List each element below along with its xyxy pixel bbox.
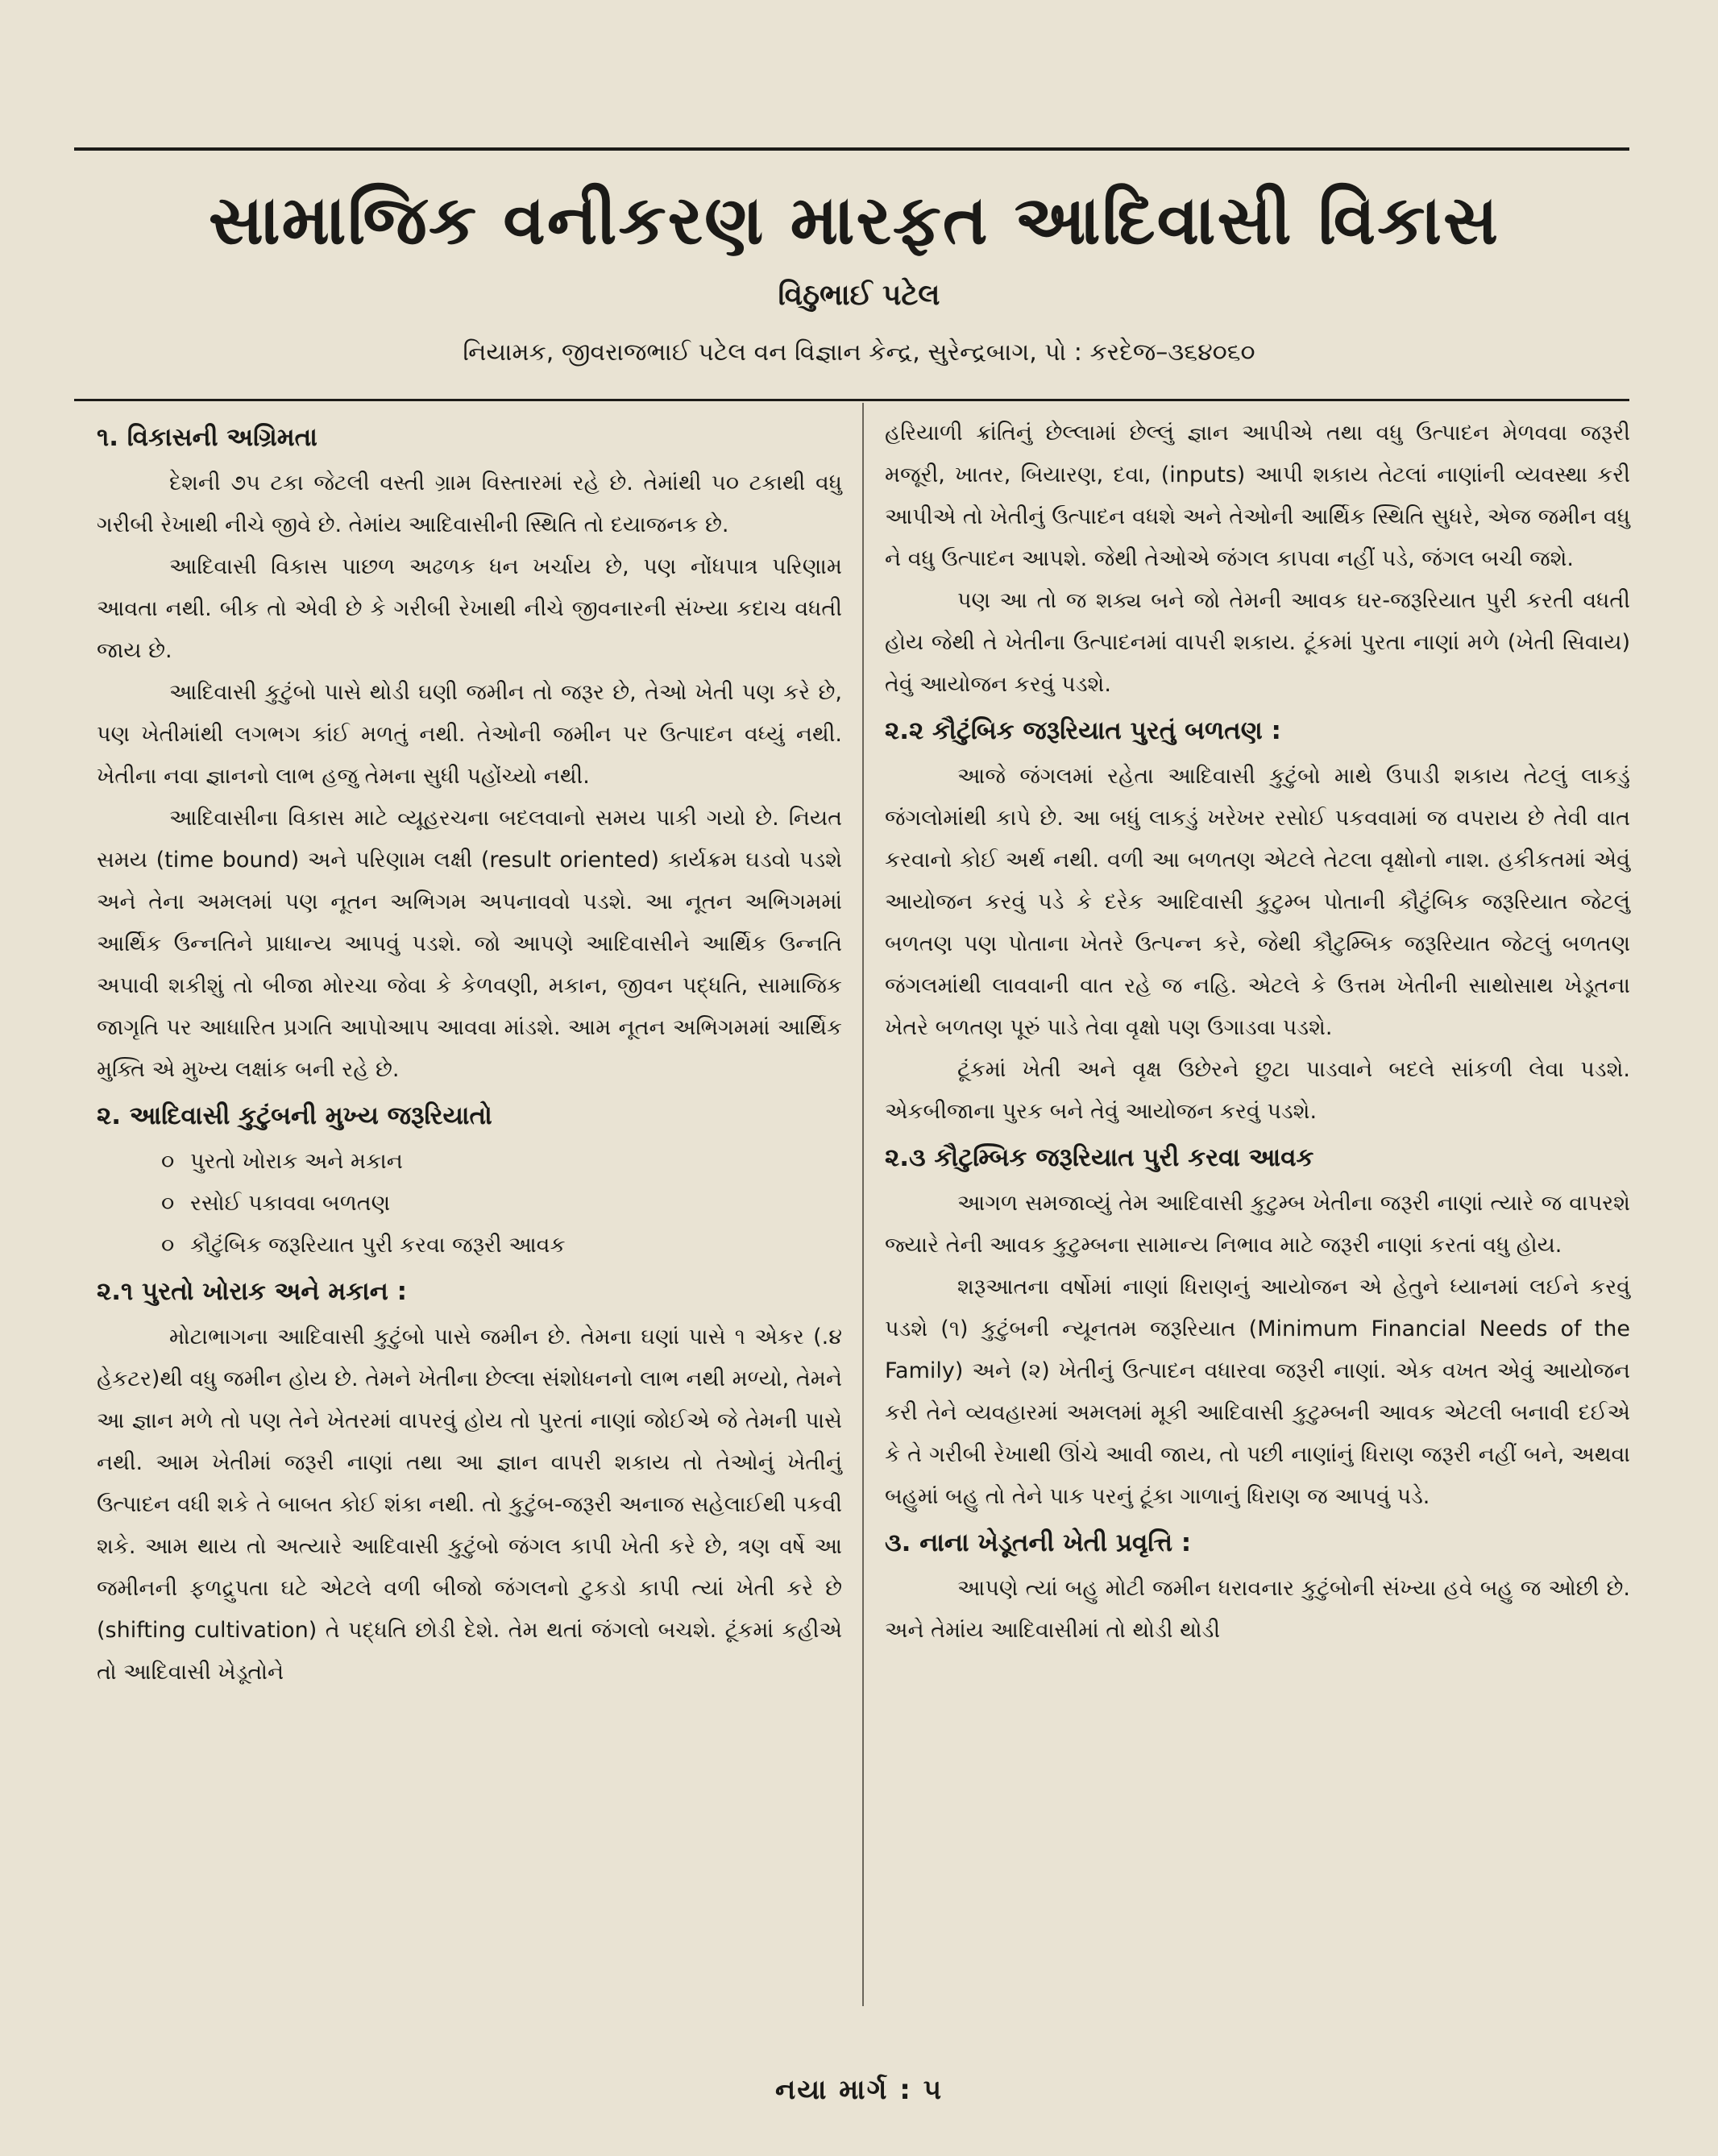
paragraph: આજે જંગલમાં રહેતા આદિવાસી કુટુંબો માથે ઉપાડી શકાય તેટલું લાકડું જંગલોમાંથી કાપે છે. આ બધું લાકડું ખરેખર રસોઈ પકવવામાં જ વપરાય છે તેવી વાત કરવાનો કોઈ અર્થ નથી. વળી આ બળતણ એટલે તેટલા વૃક્ષોનો નાશ. હકીકતમાં એવું આયોજન કરવું પડે કે દરેક આદિવાસી કુટુમ્બ પોતાની કૌટુંબિક જરૂરિયાત જેટલું બળતણ પણ પોતાના ખેતરે ઉત્પન્ન કરે, જેથી કૌટુમ્બિક જરૂરિયાત જેટલું બળતણ જંગલમાંથી લાવવાની વાત રહે જ નહિ. એટલે કે ઉત્તમ ખેતીની સાથોસાથ ખેડૂતના ખેતરે બળતણ પૂરું પાડે તેવા વૃક્ષો પણ ઉગાડવા પડશે.: [885, 764, 1630, 1040]
section-heading-1: ૧. વિકાસની અગ્રિમતા: [97, 423, 317, 452]
section-heading-2-1: ૨.૧ પુરતો ખોરાક અને મકાન :: [97, 1277, 407, 1306]
paragraph: આદિવાસી વિકાસ પાછળ અઢળક ધન ખર્ચાય છે, પણ નોંધપાત્ર પરિણામ આવતા નથી. બીક તો એવી છે કે ગરીબી રેખાથી નીચે જીવનારની સંખ્યા કદાચ વધતી જાય છે.: [97, 554, 842, 663]
section-heading-2: ૨. આદિવાસી કુટુંબની મુખ્ય જરૂરિયાતો: [97, 1101, 492, 1130]
needs-list: [97, 1141, 842, 1267]
list-item-text: કૌટુંબિક જરૂરિયાત પુરી કરવા જરૂરી આવક: [190, 1233, 566, 1258]
list-item: [161, 1225, 842, 1267]
section-heading-3: ૩. નાના ખેડૂતની ખેતી પ્રવૃત્તિ :: [885, 1528, 1192, 1557]
paragraph: આદિવાસીના વિકાસ માટે વ્યૂહરચના બદલવાનો સમય પાકી ગયો છે. નિયત સમય (time bound) અને પરિણામ લક્ષી (result oriented) કાર્યક્રમ ઘડવો પડશે અને તેના અમલમાં પણ નૂતન અભિગમ અપનાવવો પડશે. આ નૂતન અભિગમમાં આર્થિક ઉન્નતિને પ્રાધાન્ય આપવું પડશે. જો આપણે આદિવાસીને આર્થિક ઉન્નતિ અપાવી શકીશું તો બીજા મોરચા જેવા કે કેળવણી, મકાન, જીવન પદ્ધતિ, સામાજિક જાગૃતિ પર આધારિત પ્રગતિ આપોઆપ આવવા માંડશે. આમ નૂતન અભિગમમાં આર્થિક મુક્તિ એ મુખ્ય લક્ષાંક બની રહે છે.: [97, 806, 842, 1082]
section-heading-2-3: ૨.૩ કૌટુમ્બિક જરૂરિયાત પુરી કરવા આવક: [885, 1143, 1314, 1172]
list-item: [161, 1183, 842, 1225]
paragraph: આપણે ત્યાં બહુ મોટી જમીન ધરાવનાર કુટુંબોની સંખ્યા હવે બહુ જ ઓછી છે. અને તેમાંય આદિવાસીમાં તો થોડી થોડી: [885, 1576, 1630, 1643]
column-divider: [862, 403, 864, 2006]
header-bottom-rule: [74, 399, 1629, 401]
bullet-marker: ૦: [161, 1149, 175, 1174]
paragraph: દેશની ૭૫ ટકા જેટલી વસ્તી ગ્રામ વિસ્તારમાં રહે છે. તેમાંથી ૫૦ ટકાથી વધુ ગરીબી રેખાથી નીચે જીવે છે. તેમાંય આદિવાસીની સ્થિતિ તો દયાજનક છે.: [97, 471, 842, 537]
paragraph: ટૂંકમાં ખેતી અને વૃક્ષ ઉછેરને છુટા પાડવાને બદલે સાંકળી લેવા પડશે. એકબીજાના પુરક બને તેવું આયોજન કરવું પડશે.: [885, 1057, 1630, 1124]
page-footer: નયા માર્ગ : ૫: [774, 2074, 944, 2106]
article-title: સામાજિક વનીકરણ મારફત આદિવાસી વિકાસ: [208, 180, 1500, 259]
list-item-text: રસોઈ પકાવવા બળતણ: [190, 1191, 391, 1216]
right-column: [885, 413, 1630, 1652]
section-heading-2-2: ૨.૨ કૌટુંબિક જરૂરિયાત પુરતું બળતણ :: [885, 716, 1281, 745]
header-top-rule: [74, 147, 1629, 151]
paragraph: આદિવાસી કુટુંબો પાસે થોડી ઘણી જમીન તો જરૂર છે, તેઓ ખેતી પણ કરે છે, પણ ખેતીમાંથી લગભગ કાંઈ મળતું નથી. તેઓની જમીન પર ઉત્પાદન વધ્યું નથી. ખેતીના નવા જ્ઞાનનો લાભ હજુ તેમના સુધી પહોંચ્યો નથી.: [97, 680, 842, 789]
author-affiliation: નિયામક, જીવરાજભાઈ પટેલ વન વિજ્ઞાન કેન્દ્ર, સુરેન્દ્રબાગ, પો : કરદેજ–૩૬૪૦૬૦: [463, 338, 1255, 367]
list-item-text: પુરતો ખોરાક અને મકાન: [190, 1149, 403, 1174]
paragraph: આગળ સમજાવ્યું તેમ આદિવાસી કુટુમ્બ ખેતીના જરૂરી નાણાં ત્યારે જ વાપરશે જ્યારે તેની આવક કુટુમ્બના સામાન્ય નિભાવ માટે જરૂરી નાણાં કરતાં વધુ હોય.: [885, 1191, 1630, 1258]
paragraph: શરૂઆતના વર્ષોમાં નાણાં ધિરાણનું આયોજન એ હેતુને ધ્યાનમાં લઈને કરવું પડશે (૧) કુટુંબની ન્યૂનતમ જરૂરિયાત (Minimum Financial Needs of the Family) અને (૨) ખેતીનું ઉત્પાદન વધારવા જરૂરી નાણાં. એક વખત એવું આયોજન કરી તેને વ્યવહારમાં અમલમાં મૂકી આદિવાસી કુટુમ્બની આવક એટલી બનાવી દઈએ કે તે ગરીબી રેખાથી ઊંચે આવી જાય, તો પછી નાણાંનું ધિરાણ જરૂરી નહીં બને, અથવા બહુમાં બહુ તો તેને પાક પરનું ટૂંકા ગાળાનું ધિરાણ જ આપવું પડે.: [885, 1275, 1630, 1509]
bullet-marker: ૦: [161, 1233, 175, 1258]
paragraph: મોટાભાગના આદિવાસી કુટુંબો પાસે જમીન છે. તેમના ઘણાં પાસે ૧ એકર (.૪ હેકટર)થી વધુ જમીન હોય છે. તેમને ખેતીના છેલ્લા સંશોધનનો લાભ નથી મળ્યો, તેમને આ જ્ઞાન મળે તો પણ તેને ખેતરમાં વાપરવું હોય તો પુરતાં નાણાં જોઈએ જે તેમની પાસે નથી. આમ ખેતીમાં જરૂરી નાણાં તથા આ જ્ઞાન વાપરી શકાય તો તેઓનું ખેતીનું ઉત્પાદન વધી શકે તે બાબત કોઈ શંકા નથી. તો કુટુંબ-જરૂરી અનાજ સહેલાઈથી પકવી શકે. આમ થાય તો અત્યારે આદિવાસી કુટુંબો જંગલ કાપી ખેતી કરે છે, ત્રણ વર્ષે આ જમીનની ફળદ્રુપતા ઘટે એટલે વળી બીજો જંગલનો ટુકડો કાપી ત્યાં ખેતી કરે છે (shifting cultivation) તે પદ્ધતિ છોડી દેશે. તેમ થતાં જંગલો બચશે. ટૂંકમાં કહીએ તો આદિવાસી ખેડૂતોને: [97, 1325, 842, 1685]
paragraph: હરિયાળી ક્રાંતિનું છેલ્લામાં છેલ્લું જ્ઞાન આપીએ તથા વધુ ઉત્પાદન મેળવવા જરૂરી મજૂરી, ખાતર, બિયારણ, દવા, (inputs) આપી શકાય તેટલાં નાણાંની વ્યવસ્થા કરી આપીએ તો ખેતીનું ઉત્પાદન વધશે અને તેઓની આર્થિક સ્થિતિ સુધરે, એજ જમીન વધુ ને વધુ ઉત્પાદન આપશે. જેથી તેઓએ જંગલ કાપવા નહીં પડે, જંગલ બચી જશે.: [885, 421, 1630, 571]
left-column: [97, 413, 842, 1694]
paragraph: પણ આ તો જ શક્ય બને જો તેમની આવક ઘર-જરૂરિયાત પુરી કરતી વધતી હોય જેથી તે ખેતીના ઉત્પાદનમાં વાપરી શકાય. ટૂંકમાં પુરતા નાણાં મળે (ખેતી સિવાય) તેવું આયોજન કરવું પડશે.: [885, 588, 1630, 697]
bullet-marker: ૦: [161, 1191, 175, 1216]
list-item: [161, 1141, 842, 1183]
article-author: વિઠુભાઈ પટેલ: [778, 279, 940, 312]
